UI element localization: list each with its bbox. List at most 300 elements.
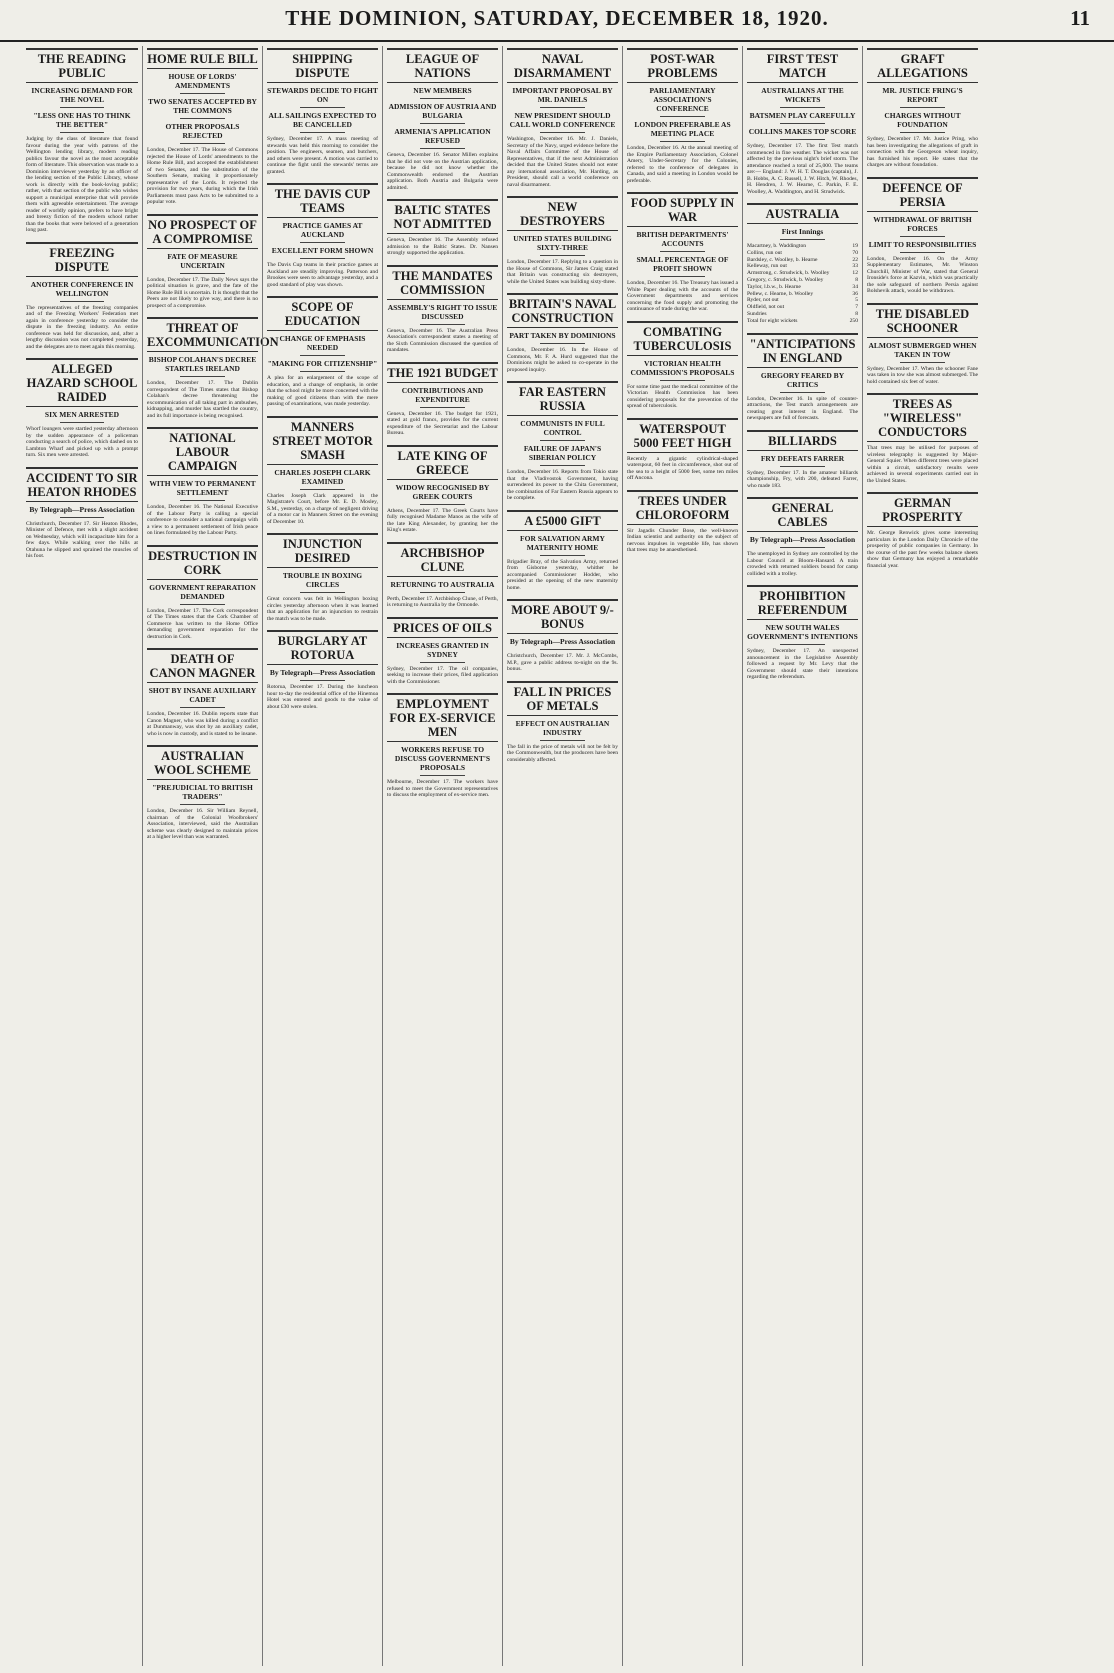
article-body: Great concern was felt in Wellington boxing circles yesterday afternoon when it was learned that an application for an injunction to restrain the match was to be made.: [267, 596, 378, 622]
score-row: [747, 243, 858, 250]
article: [147, 48, 258, 206]
article-body: Melbourne, December 17. The workers have refused to meet the Government representatives to discuss the employment of ex-service men.: [387, 779, 498, 798]
article-subheadline: By Telegraph—Press Association: [269, 668, 376, 677]
article-subheadline: TROUBLE IN BOXING CIRCLES: [282, 571, 363, 589]
column-3: [262, 46, 382, 1666]
article: [747, 203, 858, 325]
divider: [780, 392, 824, 393]
divider: [180, 707, 224, 708]
article: [627, 321, 738, 410]
column-6: [622, 46, 742, 1666]
article-headline: INJUNCTION DESIRED: [267, 533, 378, 568]
article: [147, 214, 258, 310]
divider: [60, 301, 105, 302]
divider: [540, 440, 584, 441]
article-headline: WATERSPOUT 5000 FEET HIGH: [627, 418, 738, 453]
article-subheadline: EFFECT ON AUSTRALIAN INDUSTRY: [515, 718, 610, 737]
batsman-name: Macartney, b. Waddington: [747, 243, 807, 249]
article-headline: HOME RULE BILL: [147, 48, 258, 69]
article-subheadline: By Telegraph—Press Association: [509, 637, 616, 646]
article-headline: FOOD SUPPLY IN WAR: [627, 192, 738, 227]
score-row: [747, 270, 858, 277]
article: [387, 362, 498, 437]
divider: [780, 139, 824, 140]
article-subheadline: NEW MEMBERS: [413, 86, 472, 95]
article-body: Christchurch, December 17. Mr. J. McCombs, M.P., gave a public address to-night on the 9s. bonus.: [507, 653, 618, 672]
divider: [540, 107, 584, 108]
article-body: Rotorua, December 17. During the luncheon hour to-day the residential office of the Hinemoa Hotel was entered and goods to the value of about £30 were stolen.: [267, 684, 378, 710]
article-headline: GRAFT ALLEGATIONS: [867, 48, 978, 83]
article-body: The unemployed in Sydney are controlled by the Labour Council at Bloom-Hansard. A train crowded with returned soldiers bound for camp collided with a trolley.: [747, 551, 858, 577]
article-headline: EMPLOYMENT FOR EX-SERVICE MEN: [387, 693, 498, 742]
article: [147, 427, 258, 537]
article: [747, 585, 858, 681]
article: [267, 296, 378, 408]
article-headline: SHIPPING DISPUTE: [267, 48, 378, 83]
cricket-scorecard: [747, 243, 858, 325]
article-subheadline: BATSMEN PLAY CAREFULLY: [749, 111, 856, 120]
article-headline: PRICES OF OILS: [387, 617, 498, 638]
article-subheadline: CONTRIBUTIONS AND EXPENDITURE: [401, 385, 484, 404]
divider: [300, 107, 344, 108]
article: [867, 177, 978, 295]
article-headline: "ANTICIPATIONS IN ENGLAND: [747, 333, 858, 368]
article-headline: LATE KING OF GREECE: [387, 445, 498, 480]
article-body: Recently a gigantic cylindrical-shaped waterspout, 60 feet in circumference, shot out of the sea to a height of 5000 feet, some ten miles off Ancona.: [627, 455, 738, 481]
article: [267, 48, 378, 175]
article-subheadline: WIDOW RECOGNISED BY GREEK COURTS: [395, 482, 490, 501]
article-headline: DEATH OF CANON MAGNER: [147, 648, 258, 683]
divider: [180, 273, 224, 274]
article: [867, 393, 978, 484]
divider: [540, 343, 584, 344]
article-headline: COMBATING TUBERCULOSIS: [627, 321, 738, 356]
article: [507, 510, 618, 592]
article: [267, 630, 378, 710]
column-2: [142, 46, 279, 1666]
article-body: London, December 17. The Dublin correspondent of The Times states that Bishop Colahan's decree threatening the excommunication of all taking part in ambushes, kidnapping, and murder has startled the country, and its full importance is being recognised.: [147, 380, 258, 419]
divider: [540, 465, 584, 466]
divider: [420, 592, 464, 593]
article-body: Washington, December 16. Mr. J. Daniels, Secretary of the Navy, urged evidence before the Naval Affairs Committee of the House of Representatives, that if the next Administration decided that the United States should not enter any international association, Mr. Harding, as President, should call a world conference on naval disarmament.: [507, 136, 618, 188]
article-headline: GENERAL CABLES: [747, 497, 858, 532]
divider: [60, 517, 105, 518]
article-body: Athens, December 17. The Greek Courts have fully recognised Madame Manos as the wife of the late King Alexander, by granting her the King's estate.: [387, 507, 498, 533]
article-headline: NATIONAL LABOUR CAMPAIGN: [147, 427, 258, 476]
article-headline: DEFENCE OF PERSIA: [867, 177, 978, 212]
article-body: London, December 16. Sir William Reynell, chairman of the Colonial Woolbrokers' Association, interviewed, said the Australian scheme was clearly designed to maintain prices at a higher level than was warranted.: [147, 808, 258, 840]
article: [147, 545, 258, 641]
article-subheadline: ALL SAILINGS EXPECTED TO BE CANCELLED: [268, 111, 377, 129]
article-subheadline: FRY DEFEATS FARRER: [760, 453, 845, 463]
article-subheadline: INCREASING DEMAND FOR THE NOVEL: [31, 86, 133, 104]
divider: [180, 93, 224, 94]
article-subheadline: First Innings: [781, 227, 824, 236]
divider: [900, 107, 944, 108]
divider: [60, 107, 105, 108]
batsman-name: Armstrong, c. Strudwick, b. Woolley: [747, 270, 830, 277]
page-number: 11: [1070, 6, 1090, 30]
divider: [300, 355, 344, 356]
article-body: Sydney, December 17. In the amateur billiards championship, Fry, with 200, defeated Farrer, who made 183.: [747, 469, 858, 489]
article-subheadline: SIX MEN ARRESTED: [44, 410, 120, 419]
divider: [420, 123, 464, 124]
batsman-runs: 12: [852, 270, 858, 277]
article: [267, 183, 378, 288]
article: [387, 265, 498, 354]
article-body: London, December 16. On the Army Supplementary Estimates, Mr. Winston Churchill, Minister of War, stated that General Ironside's force at Kazvin, which was practically the sole safeguard of northern Persia against Bolshevik attack, would be withdrawn.: [867, 255, 978, 294]
article-subheadline: IMPORTANT PROPOSAL BY MR. DANIELS: [512, 86, 613, 104]
article-subheadline: ANOTHER CONFERENCE IN WELLINGTON: [30, 279, 134, 298]
divider: [900, 132, 944, 133]
batsman-runs: 5: [855, 297, 858, 304]
column-8: [862, 46, 982, 1666]
divider: [780, 123, 824, 124]
divider: [420, 98, 464, 99]
article: [147, 648, 258, 737]
article-headline: LEAGUE OF NATIONS: [387, 48, 498, 83]
divider: [780, 547, 824, 548]
batsman-name: Oldfield, not out: [747, 304, 785, 311]
article: [147, 745, 258, 841]
batsman-runs: 36: [852, 290, 858, 297]
article-headline: THE 1921 BUDGET: [387, 362, 498, 383]
column-7: [742, 46, 862, 1666]
article: [267, 416, 378, 526]
divider: [540, 132, 584, 133]
article-body: The Davis Cup teams in their practice games at Auckland are steadily improving. Patterson and Brookes were seen to advantage yesterday, and a good standard of play was shown.: [267, 262, 378, 288]
article-body: London, December 17. Replying to a question in the House of Commons, Sir James Craig stated that Britain was constructing six destroyers, while the United States was building sixty-three.: [507, 259, 618, 285]
score-row: [747, 257, 858, 264]
article: [507, 681, 618, 764]
article-headline: MORE ABOUT 9/- BONUS: [507, 599, 618, 634]
article: [387, 542, 498, 609]
article-headline: FAR EASTERN RUSSIA: [507, 381, 618, 416]
article-subheadline: VICTORIAN HEALTH COMMISSION'S PROPOSALS: [630, 358, 735, 377]
article-subheadline: NEW PRESIDENT SHOULD CALL WORLD CONFERENCE: [509, 111, 616, 129]
article-subheadline: WITHDRAWAL OF BRITISH FORCES: [873, 214, 972, 233]
article-headline: BALTIC STATES NOT ADMITTED: [387, 199, 498, 234]
divider: [540, 555, 584, 556]
article-body: The fall in the price of metals will not be felt by the Commonwealth, but the producers have been considerably affected.: [507, 743, 618, 763]
batsman-runs: 250: [849, 317, 858, 324]
article-subheadline: PRACTICE GAMES AT AUCKLAND: [282, 221, 363, 239]
batsman-runs: 33: [852, 263, 858, 270]
divider: [780, 466, 824, 467]
article: [267, 533, 378, 622]
article: [867, 48, 978, 169]
article-headline: PROHIBITION REFERENDUM: [747, 585, 858, 620]
batsman-name: Total for eight wickets: [747, 317, 798, 324]
column-4: [382, 46, 502, 1666]
article: [747, 333, 858, 422]
masthead: [0, 0, 1114, 42]
article-body: London, December 16. The Treasury has issued a White Paper dealing with the accounts of the Government departments and services concerning the food supply and promoting the continuance of trade during the war.: [627, 280, 738, 312]
article-body: Judging by the class of literature that found favour during the year with patrons of the Wellington lending library, modern reading publics favour the novel as the most acceptable form of literature. This observation was made to a Dominion interviewer yesterday by an officer of the lending section of the Public Library, whose work is directly with the book-loving public; rather, with that section of the public who wishes support a municipal enterprise that will provide them with agreeable entertainment. The average reader of worldly opinion, prefers to have bright and breezy fiction of the modern school rather than the books that were beloved of a generation long past.: [26, 136, 138, 233]
batsman-runs: 19: [852, 243, 858, 249]
article-subheadline: MR. JUSTICE FRING'S REPORT: [882, 86, 963, 104]
divider: [660, 276, 704, 277]
article-headline: GERMAN PROSPERITY: [867, 492, 978, 527]
article-subheadline: COMMUNISTS IN FULL CONTROL: [520, 419, 605, 437]
batsman-name: Ryder, not out: [747, 297, 779, 304]
article-subheadline: CHARLES JOSEPH CLARK EXAMINED: [274, 467, 371, 486]
article: [747, 430, 858, 490]
article-body: The representatives of the freezing companies and of the Freezing Workers' Federation met again in conference yesterday to consider the dispute in the freezing industry. An entire conference was held for discussion, and, after a lengthy discussion was not completed yesterday, and the delegates are to meet again this morning.: [26, 304, 138, 350]
article: [747, 48, 858, 195]
article-subheadline: BRITISH DEPARTMENTS' ACCOUNTS: [636, 230, 729, 248]
article-subheadline: GOVERNMENT REPARATION DEMANDED: [149, 582, 256, 601]
article-subheadline: INCREASES GRANTED IN SYDNEY: [396, 640, 489, 659]
article: [867, 492, 978, 569]
article-subheadline: WITH VIEW TO PERMANENT SETTLEMENT: [149, 479, 256, 497]
article-body: London, December 16. At the annual meeting of the Empire Parliamentary Association, Colonel Amery, Under-Secretary for the Colonies, referred to the conference of delegates in Canada, and said a meeting in London would be preferable.: [627, 145, 738, 184]
article-headline: THE DAVIS CUP TEAMS: [267, 183, 378, 218]
article: [507, 196, 618, 285]
score-row: [747, 311, 858, 318]
article-headline: BILLIARDS: [747, 430, 858, 451]
column-1: [22, 46, 142, 1666]
batsman-runs: 34: [852, 283, 858, 290]
batsman-runs: 7: [855, 304, 858, 311]
article-body: Charles Joseph Clark appeared in the Magistrate's Court, before Mr. E. D. Mosley, S.M., yesterday, on a charge of negligent driving of a motor car in Manners Street on the evening of December 10.: [267, 492, 378, 525]
article: [627, 490, 738, 554]
article-headline: ARCHBISHOP CLUNE: [387, 542, 498, 577]
article-headline: SCOPE OF EDUCATION: [267, 296, 378, 331]
divider: [180, 804, 224, 805]
article-subheadline: LIMIT TO RESPONSIBILITIES: [868, 239, 977, 249]
divider: [420, 662, 464, 663]
article-body: Mr. George Renwick gives some interesting particulars in the London Daily Chronicle of the prosperity of public companies in Germany. In the course of the past few weeks balance sheets show that Germany has enjoyed a remarkable financial year.: [867, 530, 978, 569]
batsman-name: Pellew, c. Hearne, b. Woolley: [747, 290, 814, 297]
batsman-name: Gregory, c. Strudwick, b. Woolley: [747, 276, 824, 283]
batsman-name: Collins, run out: [747, 249, 782, 256]
divider: [300, 258, 344, 259]
article-headline: ACCIDENT TO SIR HEATON RHODES: [26, 467, 138, 502]
article-subheadline: UNITED STATES BUILDING SIXTY-THREE: [513, 234, 612, 252]
article-subheadline: ARMENIA'S APPLICATION REFUSED: [394, 127, 491, 145]
divider: [420, 324, 464, 325]
article: [867, 303, 978, 386]
divider: [660, 251, 704, 252]
article: [627, 418, 738, 482]
article-subheadline: PART TAKEN BY DOMINIONS: [509, 331, 616, 340]
batsman-runs: 22: [852, 256, 858, 263]
divider: [780, 239, 824, 240]
article-body: Whorf loungers were startled yesterday afternoon by the sudden appearance of a policeman conducting a search of police, which dashed on to Lambton Wharf and picked up with a prompt turn. Six men were arrested.: [26, 426, 138, 458]
article-body: That trees may be utilised for purposes of wireless telegraphy is suggested by Major-General Squier. When different trees were placed within a circuit, satisfactory results were achieved in several experiments carried out in the United States.: [867, 445, 978, 484]
article-subheadline: SMALL PERCENTAGE OF PROFIT SHOWN: [636, 255, 729, 273]
divider: [420, 775, 464, 776]
article-headline: FIRST TEST MATCH: [747, 48, 858, 83]
article-subheadline: "PREJUDICIAL TO BRITISH TRADERS": [152, 783, 253, 801]
article-subheadline: EXCELLENT FORM SHOWN: [271, 246, 374, 255]
divider: [900, 362, 944, 363]
article-subheadline: BISHOP COLAHAN'S DECREE STARTLES IRELAND: [148, 355, 257, 373]
article-subheadline: ADMISSION OF AUSTRIA AND BULGARIA: [388, 102, 497, 120]
article-subheadline: FATE OF MEASURE UNCERTAIN: [167, 251, 238, 270]
divider: [180, 500, 224, 501]
article-body: Christchurch, December 17. Sir Heaton Rhodes, Minister of Defence, met with a slight accident on Wednesday, which will incapacitate him for a few days. While walking over the hills at Otahuna he slipped and sprained the muscles of his foot.: [26, 520, 138, 559]
article-body: Geneva, December 16. The Assembly refused admission to the Baltic States. Dr. Nansen strongly supported the application.: [387, 237, 498, 256]
article-subheadline: By Telegraph—Press Association: [29, 504, 135, 514]
divider: [60, 132, 105, 133]
article-headline: POST-WAR PROBLEMS: [627, 48, 738, 83]
divider: [660, 380, 704, 381]
article-headline: NAVAL DISARMAMENT: [507, 48, 618, 83]
article-subheadline: TWO SENATES ACCEPTED BY THE COMMONS: [148, 97, 257, 115]
divider: [180, 143, 224, 144]
newspaper-columns: [22, 46, 1102, 1666]
article-body: London, December 16. Dublin reports state that Canon Magner, who was killed during a conflict at Dunmanway, was shot by an auxiliary cadet, who is now in custody, and is stated to be insane.: [147, 711, 258, 737]
batsman-name: Bardsley, c. Woolley, b. Hearne: [747, 256, 818, 263]
article-subheadline: STEWARDS DECIDE TO FIGHT ON: [267, 86, 378, 104]
article-body: Sir Jagadis Chunder Bose, the well-known Indian scientist and authority on the subject of nervous impulses in vegetable life, has shown that trees may be anaesthetised.: [627, 527, 738, 553]
article-body: Sydney, December 17. A mass meeting of stewards was held this morning to consider the position. The engineers, seamen, and butchers, and others were present. A motion was carried to continue the fight until the stewards' terms are granted.: [267, 136, 378, 175]
article-subheadline: NEW SOUTH WALES GOVERNMENT'S INTENTIONS: [747, 623, 858, 642]
article-subheadline: SHOT BY INSANE AUXILIARY CADET: [148, 686, 257, 704]
divider: [780, 644, 824, 645]
divider: [180, 376, 224, 377]
article-headline: MANNERS STREET MOTOR SMASH: [267, 416, 378, 465]
divider: [180, 604, 224, 605]
article-body: Sydney, December 17. An unexpected announcement in the Legislative Assembly followed a request by Mr. Levy that the Government should state their intentions regarding the referendum.: [747, 648, 858, 681]
article: [507, 599, 618, 673]
batsman-name: Taylor, l.b.w., b. Hearne: [747, 283, 801, 290]
batsman-name: Kelleway, run out: [747, 263, 787, 270]
article-body: Sydney, December 17. When the schooner Fane was taken in tow she was almost submerged. The hold contained six feet of water.: [867, 365, 978, 385]
article-body: Brigadier Bray, of the Salvation Army, returned from Gisborne yesterday, whither he accompanied Commissioner Hodder, who presided at the opening of the new maternity home.: [507, 558, 618, 591]
batsman-runs: 8: [855, 310, 858, 317]
article: [507, 381, 618, 502]
divider: [300, 680, 344, 681]
article-headline: THE READING PUBLIC: [26, 48, 138, 83]
article-subheadline: CHANGE OF EMPHASIS NEEDED: [279, 334, 366, 352]
divider: [300, 242, 344, 243]
article-headline: TREES AS "WIRELESS" CONDUCTORS: [867, 393, 978, 442]
score-row: [747, 291, 858, 298]
article-subheadline: COLLINS MAKES TOP SCORE: [748, 127, 857, 136]
score-row: [747, 250, 858, 257]
article-subheadline: ASSEMBLY'S RIGHT TO ISSUE DISCUSSED: [387, 302, 498, 321]
article-body: Geneva, December 16. Senator Millen explains that he did not vote on the Austrian application, because he did not know whether the Commonwealth endorsed the Austrian application. Both Austria and Bulgaria were admitted.: [387, 152, 498, 191]
article-body: A plea for an enlargement of the scope of education, and a change of emphasis, in order that the school might be more concerned with the making of good citizens than with the mere passing of examinations, was made yesterday.: [267, 375, 378, 407]
article-body: London, December 17. The Daily News says the political situation is grave, and the fate of the Home Rule Bill is uncertain. It is thought that the Peers are not likely to give way, and there is no prospect of a compromise.: [147, 276, 258, 309]
article-body: Sydney, December 17. Mr. Justice Pring, who has been investigating the allegations of graft in connection with the Georgeson wheat inquiry, has furnished his report. He states that the charges are without foundation.: [867, 136, 978, 168]
score-row: [747, 318, 858, 325]
divider: [540, 255, 584, 256]
article-subheadline: OTHER PROPOSALS REJECTED: [165, 122, 240, 140]
article: [387, 199, 498, 257]
article: [387, 445, 498, 534]
article-body: London, December 16. In the House of Commons, Mr. F. A. Hurd suggested that the Dominions might be asked to co-operate in the proposed inquiry.: [507, 347, 618, 373]
article-body: London, December 16. Reports from Tokio state that the Vladivostok Government, having surrendered its power to the Chita Government, the combination of Far Eastern Russia appears to be complete.: [507, 469, 618, 501]
divider: [900, 236, 944, 237]
article: [747, 497, 858, 577]
article: [387, 48, 498, 191]
article-body: Geneva, December 16. The budget for 1921, stated at gold francs, provides for the current expenditure of the Secretariat and the Labour Bureau.: [387, 410, 498, 436]
article-headline: THE DISABLED SCHOONER: [867, 303, 978, 338]
article: [26, 242, 138, 351]
article-body: Perth, December 17. Archbishop Clune, of Perth, is returning to Australia by the Ormonde.: [387, 595, 498, 608]
article: [507, 293, 618, 373]
divider: [420, 407, 464, 408]
article-headline: A £5000 GIFT: [507, 510, 618, 531]
article: [387, 693, 498, 799]
article-subheadline: AUSTRALIANS AT THE WICKETS: [761, 86, 844, 104]
article-subheadline: FOR SALVATION ARMY MATERNITY HOME: [520, 533, 605, 552]
article: [26, 467, 138, 560]
article-headline: NEW DESTROYERS: [507, 196, 618, 231]
article-headline: AUSTRALIA: [747, 203, 858, 224]
divider: [420, 504, 464, 505]
article: [627, 48, 738, 184]
divider: [660, 116, 704, 117]
divider: [300, 371, 344, 372]
score-row: [747, 304, 858, 311]
article-body: London, December 16. In spite of counter-attractions, the Test match arrangements are creating great interest in England. The newspapers are full of forecasts.: [747, 395, 858, 422]
article-headline: AUSTRALIAN WOOL SCHEME: [147, 745, 258, 780]
article-body: London, December 16. The National Executive of the Labour Party is calling a special conference to consider a national campaign with a view to a permanent settlement of Irish peace on lines formulated by the Labour Party.: [147, 504, 258, 536]
article-headline: ALLEGED HAZARD SCHOOL RAIDED: [26, 358, 138, 407]
article-subheadline: By Telegraph—Press Association: [749, 535, 856, 545]
article-body: London, December 17. The Cork correspondent of The Times states that the Cork Chamber of Commerce has written to the Home Office demanding government reparation for the destruction in Cork.: [147, 607, 258, 640]
article-subheadline: LONDON PREFERABLE AS MEETING PLACE: [634, 120, 731, 138]
divider: [780, 107, 824, 108]
batsman-runs: 8: [855, 276, 858, 283]
article-body: For some time past the medical committee of the Victorian Health Commission has been considering proposals for the prevention of the spread of tuberculosis.: [627, 383, 738, 409]
article-headline: FREEZING DISPUTE: [26, 242, 138, 277]
article: [26, 48, 138, 234]
article-subheadline: GREGORY FEARED BY CRITICS: [760, 370, 845, 389]
article-headline: FALL IN PRICES OF METALS: [507, 681, 618, 716]
divider: [900, 252, 944, 253]
batsman-runs: 70: [852, 249, 858, 256]
article-headline: BURGLARY AT ROTORUA: [267, 630, 378, 665]
article-headline: THREAT OF EXCOMMUNICATION: [147, 317, 258, 352]
divider: [300, 592, 344, 593]
article-headline: THE MANDATES COMMISSION: [387, 265, 498, 300]
divider: [660, 141, 704, 142]
score-row: [747, 277, 858, 284]
article: [627, 192, 738, 313]
divider: [300, 132, 344, 133]
divider: [540, 649, 584, 650]
article: [387, 617, 498, 686]
article-subheadline: FAILURE OF JAPAN'S SIBERIAN POLICY: [523, 444, 602, 462]
article-subheadline: CHARGES WITHOUT FOUNDATION: [884, 111, 961, 129]
article-subheadline: WORKERS REFUSE TO DISCUSS GOVERNMENT'S PROPOSALS: [394, 745, 491, 772]
divider: [540, 740, 584, 741]
article-subheadline: ALMOST SUBMERGED WHEN TAKEN IN TOW: [868, 340, 977, 359]
article: [507, 48, 618, 188]
article-subheadline: RETURNING TO AUSTRALIA: [390, 579, 495, 589]
article-subheadline: "LESS ONE HAS TO THINK THE BETTER": [33, 111, 131, 129]
article-subheadline: "MAKING FOR CITIZENSHIP": [267, 359, 378, 368]
divider: [300, 489, 344, 490]
article-body: London, December 17. The House of Commons rejected the House of Lords' amendments to the Home Rule Bill, and accepted the establishment of two Senates, and the substitution of the Southern Senate, making it proportionately representative of the Lords. It rejected the provision for two years, during which the Irish Parliaments must pass Acts to be submitted to a popular vote.: [147, 147, 258, 205]
article-subheadline: HOUSE OF LORDS' AMENDMENTS: [168, 72, 237, 90]
article: [147, 317, 279, 419]
score-row: [747, 263, 858, 270]
divider: [420, 148, 464, 149]
article-body: Sydney, December 17. The first Test match commenced in fine weather. The wicket was not affected by the previous night's brief storm. The attendance reached a total of 25,000. The teams are:— England: J. W. H. T. Douglas (captain), J. B. Hobbs, A. C. Russell, J. W. Hitch, W. Rhodes, H. Hendren, J. W. Hearne, C. Parkin, F. E. Woolley, A. Waddington, and H. Strudwick.: [747, 143, 858, 195]
article-headline: DESTRUCTION IN CORK: [147, 545, 258, 580]
article-subheadline: PARLIAMENTARY ASSOCIATION'S CONFERENCE: [649, 86, 716, 113]
batsman-name: Sundries: [747, 310, 767, 317]
column-5: [502, 46, 622, 1666]
newspaper-title: THE DOMINION, SATURDAY, DECEMBER 18, 1920.: [285, 6, 829, 30]
